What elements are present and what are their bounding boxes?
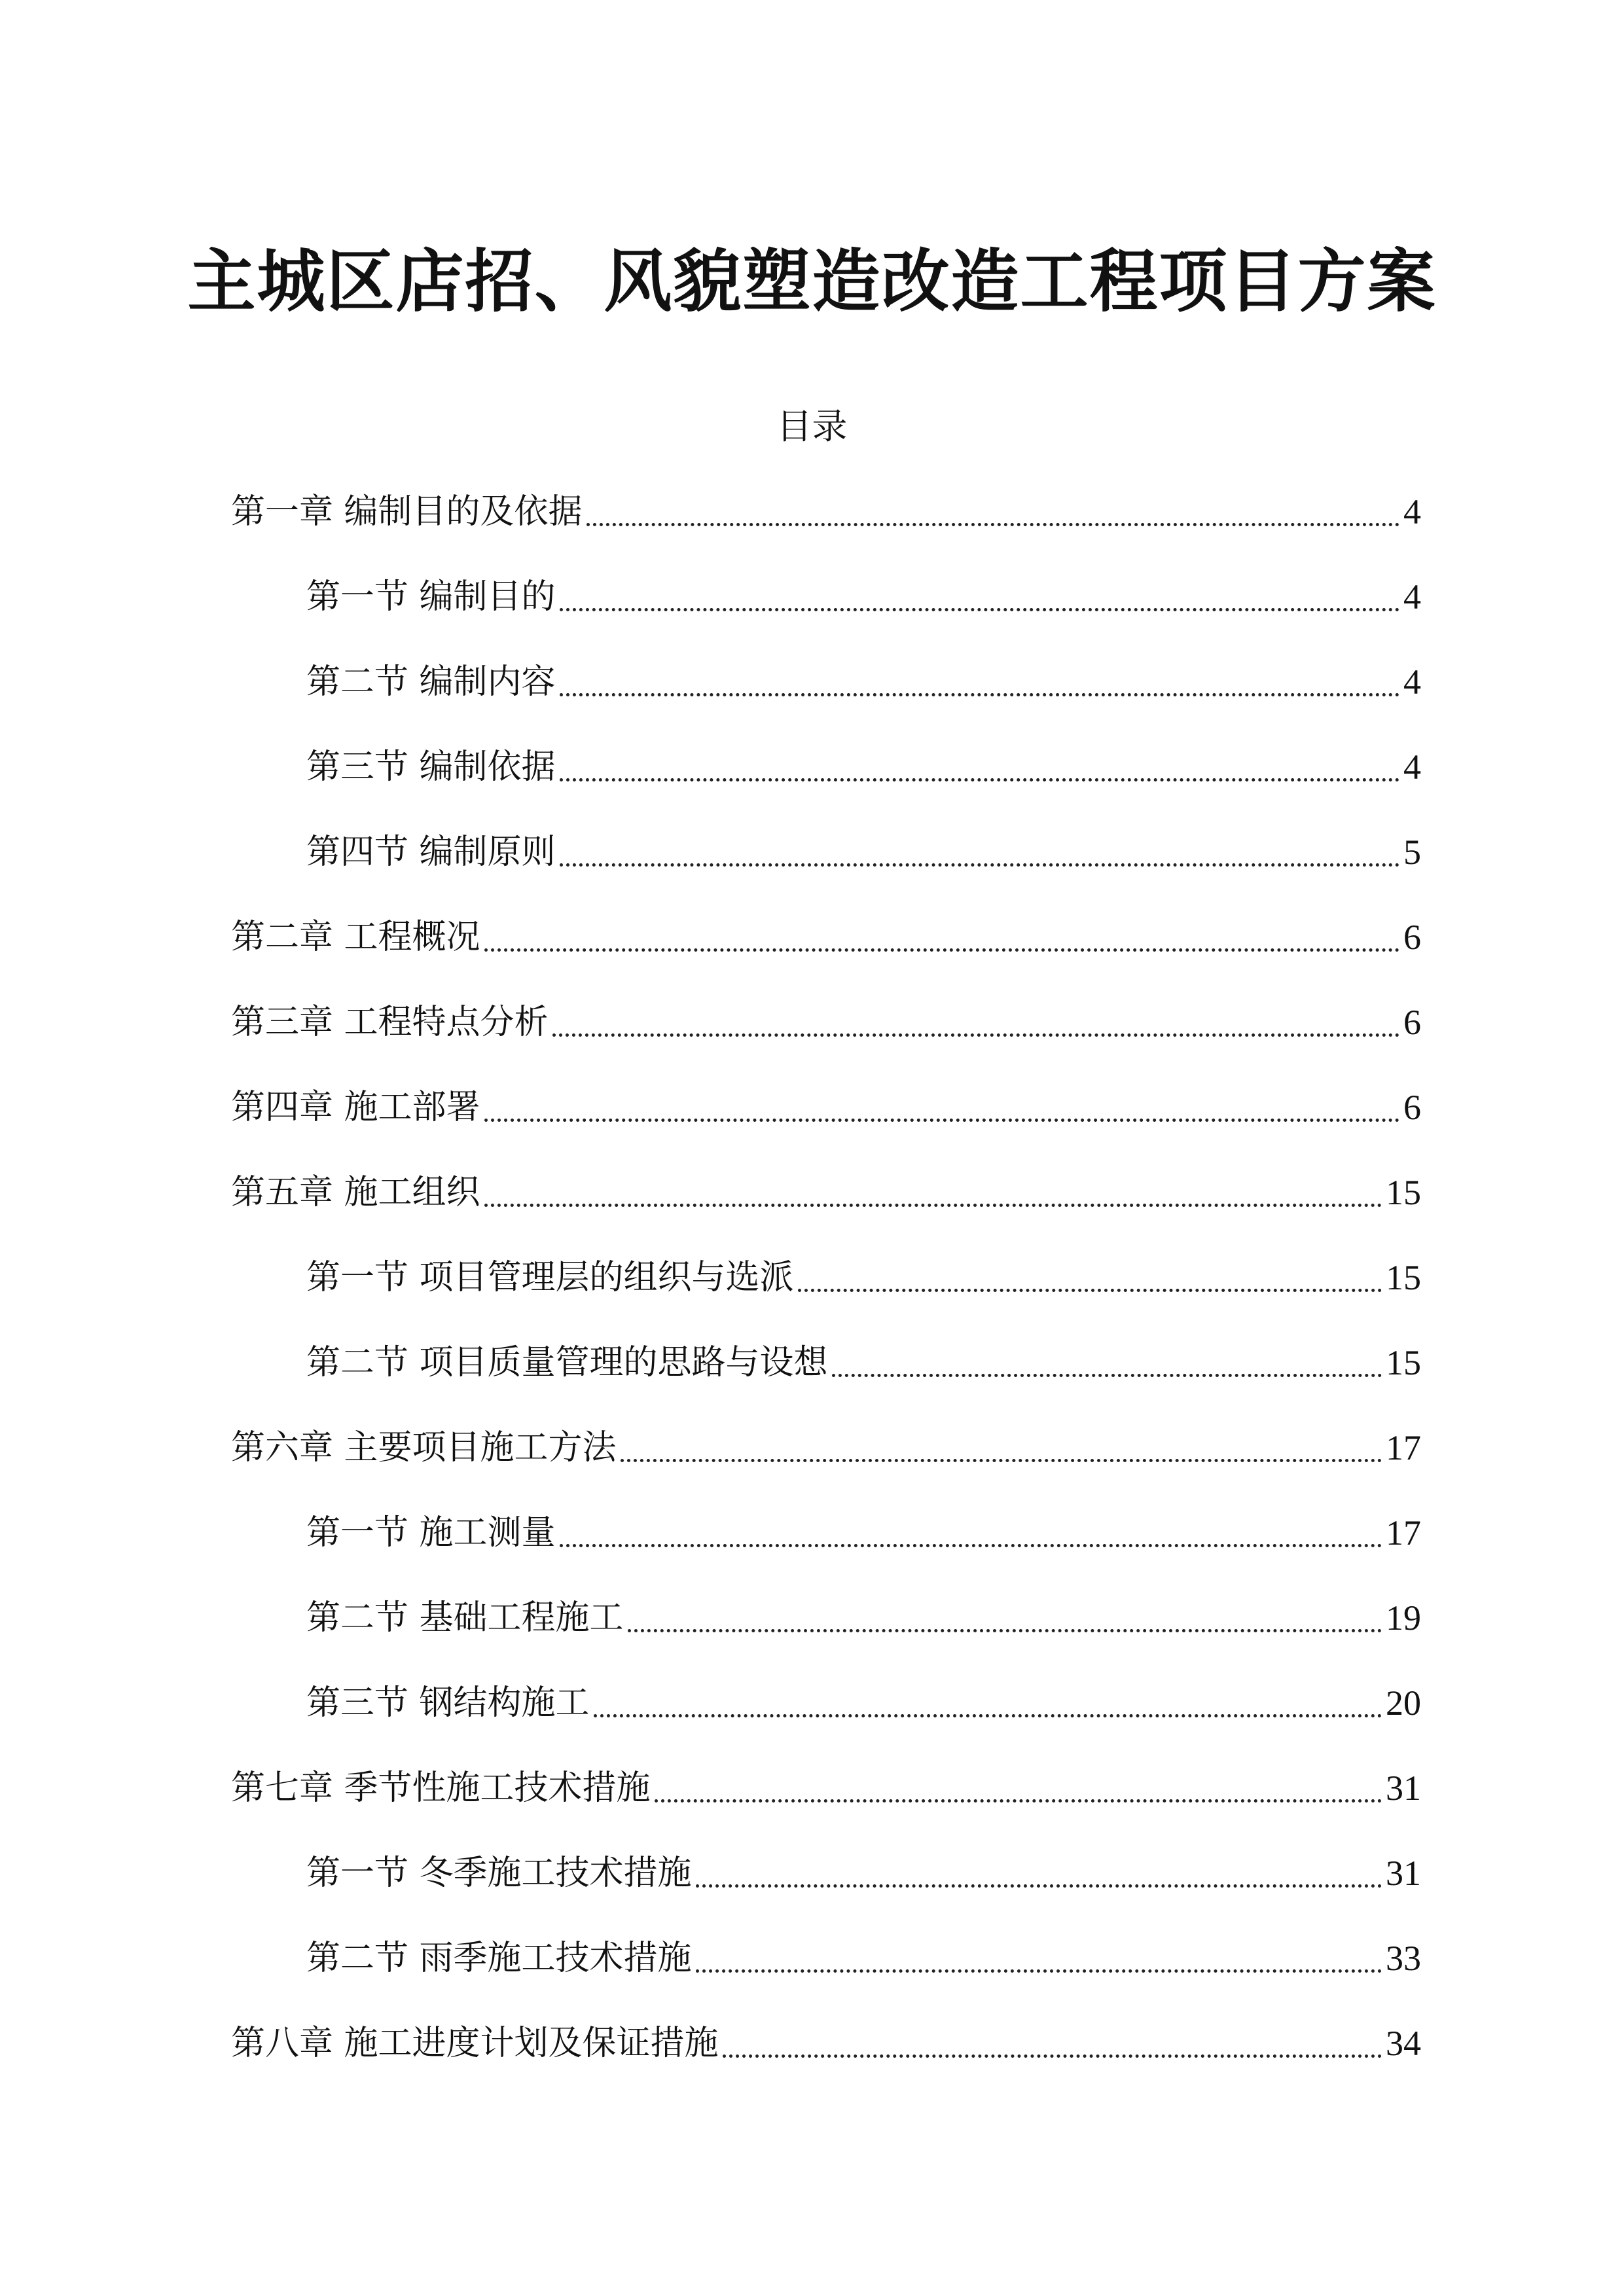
toc-dot-leader [696,1969,1382,1973]
toc-entry-label: 第三节 钢结构施工 [306,1683,590,1723]
toc-entry-page-number: 4 [1403,492,1421,531]
toc-dot-leader [484,948,1399,952]
toc-entry-page-number: 33 [1386,1939,1421,1978]
toc-entry-label: 第一章 编制目的及依据 [231,492,583,531]
toc-entry-page-number: 4 [1403,662,1421,702]
toc-entry-label: 第一节 施工测量 [306,1513,556,1552]
toc-dot-leader [696,1884,1382,1888]
toc-entry[interactable] [306,1592,1421,1644]
toc-entry[interactable] [231,2017,1421,2070]
toc-entry-page-number: 20 [1386,1683,1421,1723]
toc-dot-leader [560,778,1399,781]
toc-entry-label: 第四章 施工部署 [231,1088,480,1127]
toc-entry[interactable] [306,1336,1421,1389]
toc-dot-leader [484,1203,1382,1207]
toc-entry-label: 第二节 基础工程施工 [306,1598,624,1638]
toc-entry-label: 第二节 雨季施工技术措施 [306,1939,692,1978]
toc-dot-leader [621,1458,1382,1462]
toc-entry-page-number: 34 [1386,2024,1421,2063]
toc-entry-label: 第二节 项目质量管理的思路与设想 [306,1343,828,1382]
toc-entry[interactable] [231,1166,1421,1219]
toc-entry-label: 第一节 冬季施工技术措施 [306,1854,692,1893]
toc-entry-page-number: 31 [1386,1854,1421,1893]
toc-dot-leader [484,1118,1399,1122]
toc-entry[interactable] [231,996,1421,1049]
toc-entry[interactable] [306,656,1421,708]
toc-dot-leader [560,1543,1382,1547]
toc-entry[interactable] [306,826,1421,878]
toc-entry-page-number: 15 [1386,1258,1421,1297]
toc-entry-page-number: 6 [1403,1088,1421,1127]
toc-entry-page-number: 4 [1403,577,1421,617]
toc-entry-page-number: 5 [1403,833,1421,872]
toc-entry[interactable] [231,1762,1421,1814]
toc-dot-leader [560,863,1399,867]
toc-entry-label: 第六章 主要项目施工方法 [231,1428,617,1467]
toc-entry[interactable] [231,1081,1421,1134]
toc-entry-label: 第七章 季节性施工技术措施 [231,1768,651,1808]
toc-dot-leader [552,1033,1399,1037]
toc-dot-leader [655,1799,1382,1803]
toc-entry-label: 第三章 工程特点分析 [231,1003,549,1042]
toc-entry[interactable] [306,1507,1421,1559]
toc-entry-label: 第一节 编制目的 [306,577,556,617]
toc-entry[interactable] [306,1251,1421,1304]
toc-dot-leader [560,607,1399,611]
toc-dot-leader [560,692,1399,696]
toc-entry-page-number: 6 [1403,918,1421,957]
toc-entry-label: 第一节 项目管理层的组织与选派 [306,1258,794,1297]
toc-entry-label: 第三节 编制依据 [306,747,556,787]
toc-entry[interactable] [231,911,1421,963]
toc-entry-page-number: 31 [1386,1768,1421,1808]
toc-entry-page-number: 17 [1386,1513,1421,1552]
document-title: 主城区店招、风貌塑造改造工程项目方案 [187,241,1437,321]
toc-entry-label: 第四节 编制原则 [306,833,556,872]
toc-entry-page-number: 6 [1403,1003,1421,1042]
toc-entry[interactable] [306,571,1421,623]
toc-entry[interactable] [231,1422,1421,1474]
toc-dot-leader [594,1713,1382,1717]
toc-entry[interactable] [306,1677,1421,1729]
toc-entry-label: 第五章 施工组织 [231,1173,480,1212]
toc-entry-label: 第二节 编制内容 [306,662,556,702]
toc-dot-leader [586,522,1399,526]
toc-entry[interactable] [306,741,1421,793]
toc-entry[interactable] [306,1847,1421,1899]
toc-entry-page-number: 4 [1403,747,1421,787]
toc-entry-page-number: 17 [1386,1428,1421,1467]
toc-entry-page-number: 15 [1386,1173,1421,1212]
toc-entry-label: 第二章 工程概况 [231,918,480,957]
toc-entry-label: 第八章 施工进度计划及保证措施 [231,2024,719,2063]
toc-dot-leader [798,1288,1382,1292]
toc-entry-page-number: 15 [1386,1343,1421,1382]
toc-entry[interactable] [231,486,1421,538]
toc-entry[interactable] [306,1932,1421,1984]
toc-dot-leader [628,1628,1382,1632]
toc-dot-leader [832,1373,1382,1377]
toc-entry-page-number: 19 [1386,1598,1421,1638]
toc-heading: 目录 [776,406,848,447]
toc-dot-leader [723,2054,1382,2058]
